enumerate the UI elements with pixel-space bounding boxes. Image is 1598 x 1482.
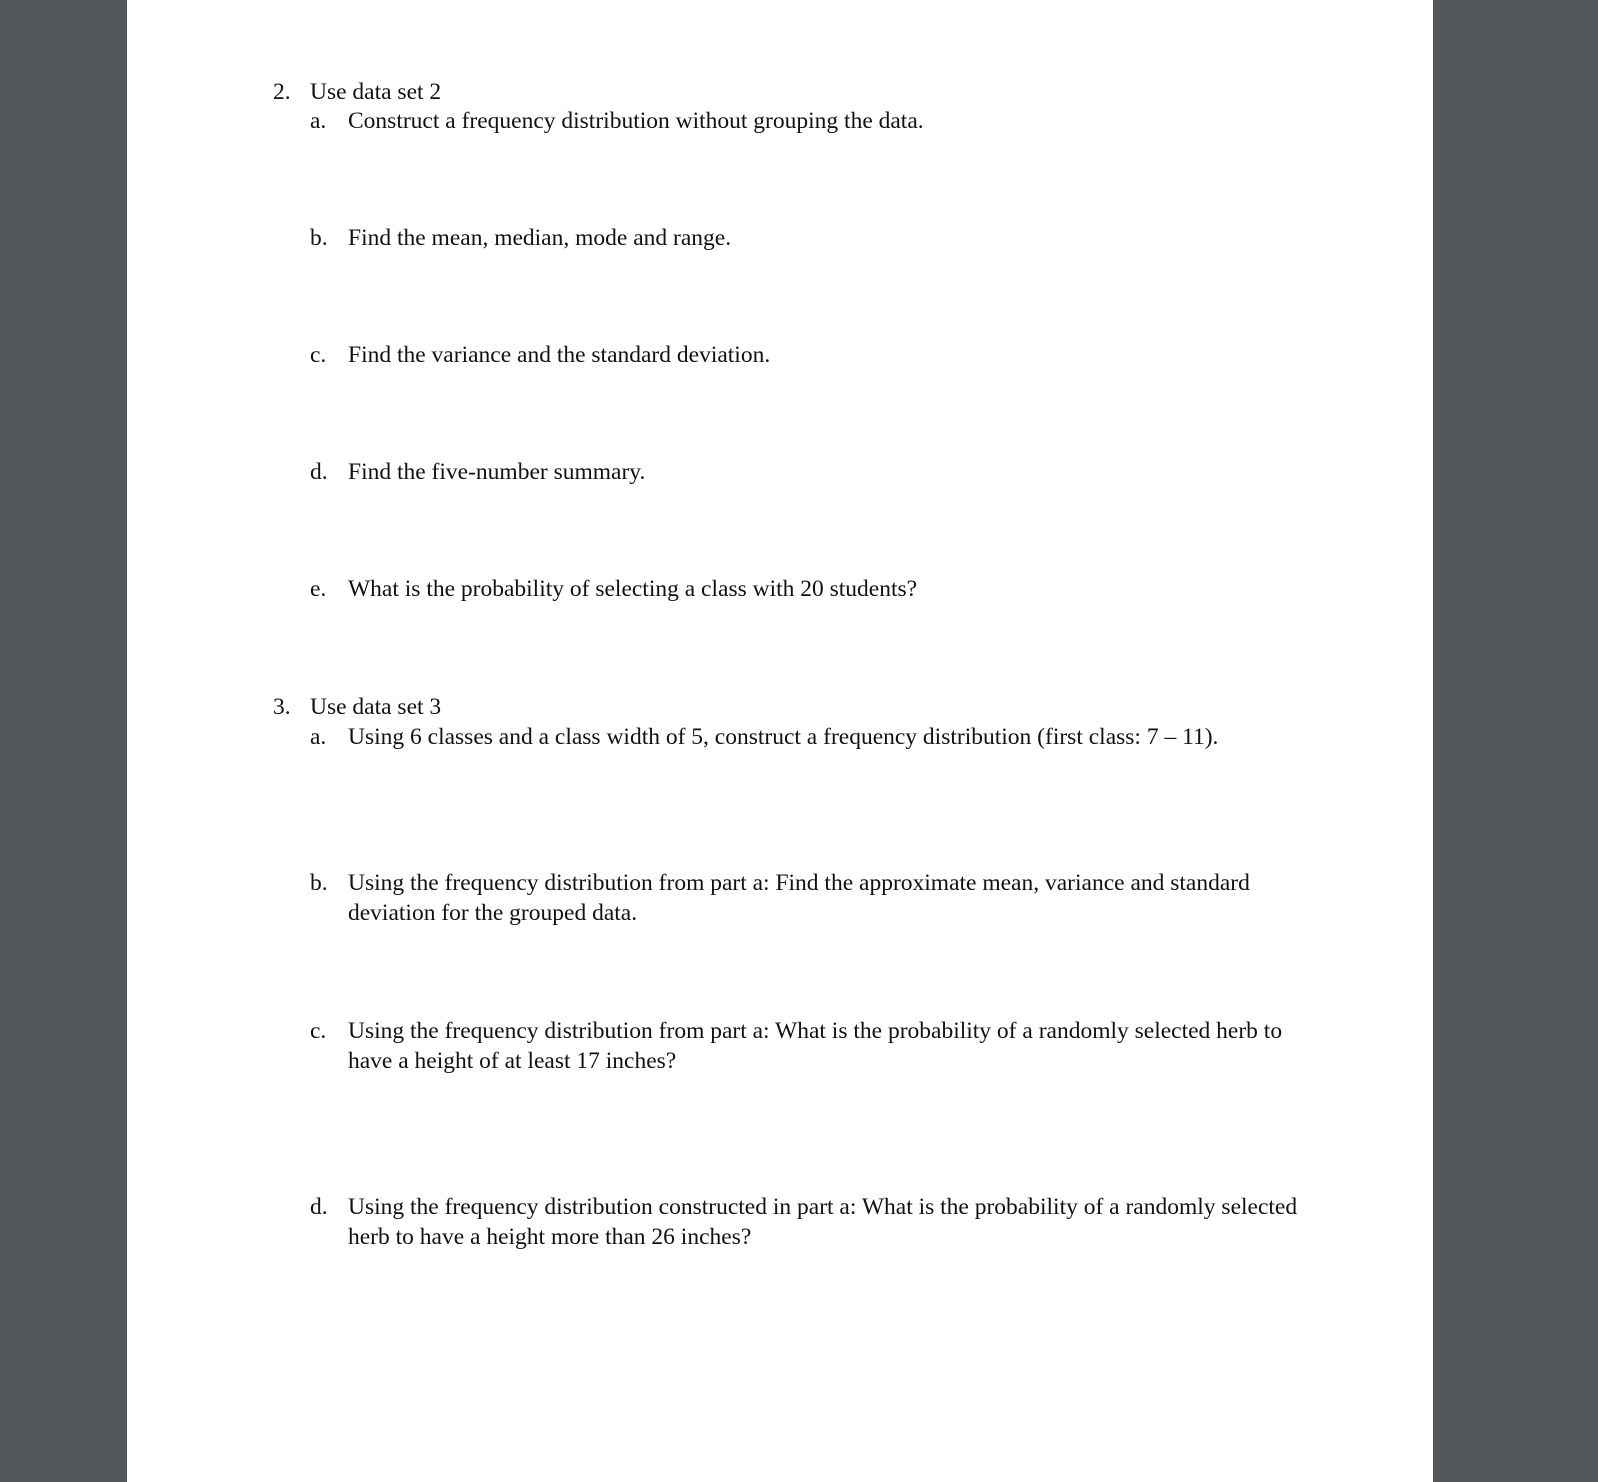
part-text: Using the frequency distribution from part a: Find the approximate mean, variance and standard deviation for the grouped data.: [348, 870, 1250, 926]
document-page: [127, 0, 1433, 1482]
question-number: 3.: [273, 694, 291, 720]
part-text: Find the variance and the standard deviation.: [348, 342, 771, 368]
part-text: Construct a frequency distribution without grouping the data.: [348, 108, 924, 134]
question-number: 2.: [273, 79, 291, 105]
part-text: Using 6 classes and a class width of 5, construct a frequency distribution (first class: 7 – 11).: [348, 724, 1219, 750]
part-letter: e.: [310, 576, 327, 602]
question-title: Use data set 2: [310, 79, 442, 105]
part-letter: a.: [310, 108, 327, 134]
part-text: Find the mean, median, mode and range.: [348, 225, 732, 251]
part-text: What is the probability of selecting a class with 20 students?: [348, 576, 918, 602]
part-text: Using the frequency distribution constructed in part a: What is the probability of a randomly selected herb to have a height more than 26 inches?: [348, 1194, 1298, 1250]
part-text: Using the frequency distribution from part a: What is the probability of a randomly selected herb to have a height of at least 17 inches?: [348, 1018, 1283, 1074]
part-letter: d.: [310, 459, 328, 485]
part-letter: c.: [310, 1018, 327, 1044]
part-letter: d.: [310, 1194, 328, 1220]
part-letter: c.: [310, 342, 327, 368]
part-letter: b.: [310, 870, 328, 896]
part-letter: a.: [310, 724, 327, 750]
part-text: Find the five-number summary.: [348, 459, 646, 485]
part-letter: b.: [310, 225, 328, 251]
question-title: Use data set 3: [310, 694, 442, 720]
